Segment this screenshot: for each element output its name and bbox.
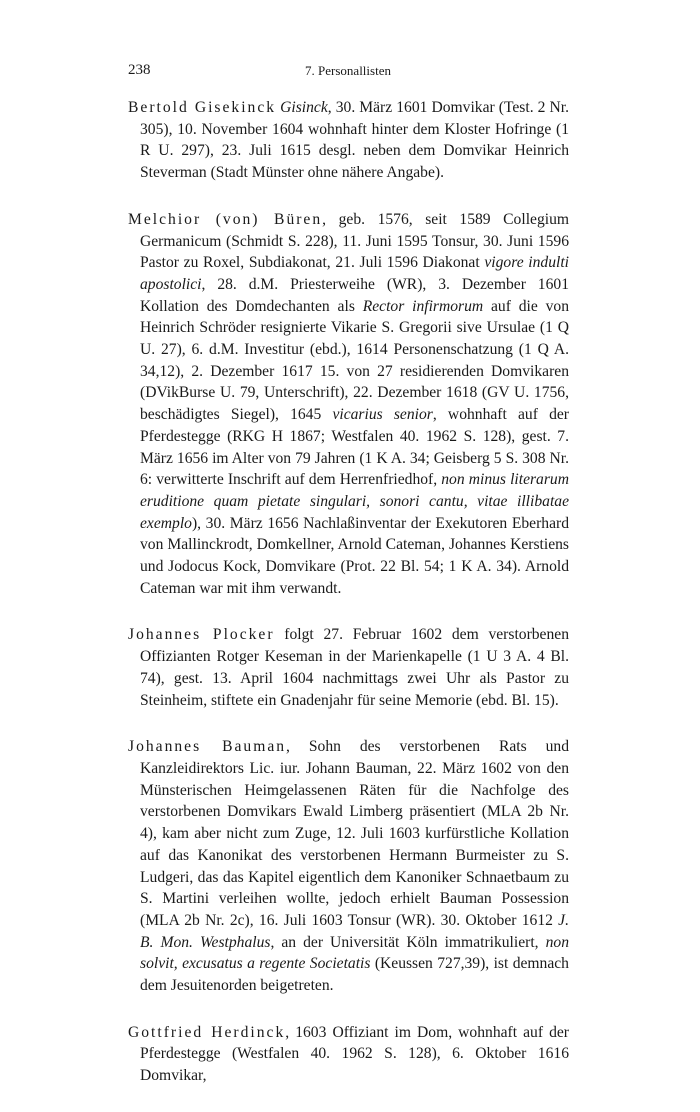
entry-text: (Keussen 727,39), ist demnach dem Jesuitenorden beigetreten. [140, 955, 569, 995]
latin-phrase: non solvit, excusatus a regente Societatis [140, 933, 569, 973]
entry-text: , wohnhaft auf der Pferdestegge (RKG H 1867; Westfalen 40. 1962 S. 128), gest. 7. März 1656 im Alter von 79 Jahren (1 K A. 34; Geisberg 5 S. 308 Nr. 6: verwitterte Inschrift auf dem Herrenfriedhof, [140, 406, 569, 489]
entry-list [128, 97, 569, 1112]
entry-text: , geb. 1576, seit 1589 Collegium Germanicum (Schmidt S. 228), 11. Juni 1595 Tonsur, 30. Juni 1596 Pastor zu Roxel, Subdiakonat, 21. Juli 1596 Diakonat [140, 210, 569, 272]
page-number: 238 [128, 62, 151, 78]
entry-bauman [128, 736, 569, 996]
running-head: 7. Personallisten [305, 63, 391, 78]
entry-text: , an der Universität Köln immatrikuliert, [270, 933, 546, 951]
entry-text: , Sohn des verstorbenen Rats und Kanzleidirektors Lic. iur. Johann Bauman, 22. März 1602 von den Münsterischen Heimgelassenen Räten für die Nachfolge des verstorbenen Domvikars Ewald Limberg präsentiert (MLA 2b Nr. 4), kam aber nicht zum Zuge, 12. Juli 1603 kurfürstliche Kollation auf das Kanonikat des verstorbenen Hermann Burmeister zu S. Ludgeri, das das Kapitel eigentlich dem Kanoniker Schnaetbaum zu S. Martini verleihen wollte, jedoch erhielt Bauman Possession (MLA 2b Nr. 2c), 16. Juli 1603 Tonsur (WR). 30. Oktober 1612 [140, 738, 569, 929]
entry-plocker [128, 624, 569, 711]
entry-name: Melchior (von) Büren [128, 210, 323, 228]
entry-bueren [128, 209, 569, 600]
entry-herdinck [128, 1022, 569, 1087]
entry-name: Bertold Gisekinck [128, 99, 277, 116]
entry-name: Johannes Plocker [128, 626, 275, 644]
entry-name: Gottfried Herdinck [128, 1023, 286, 1041]
entry-text: , 28. d.M. Priesterweihe (WR), 3. Dezember 1601 Kollation des Domdechanten als [140, 275, 569, 315]
latin-inscription: non minus literarum eruditione quam pietate singulari, sonori cantu, vitae illibatae exemplo [140, 471, 569, 532]
entry-name: Johannes Bauman [128, 738, 287, 756]
page-header [128, 62, 568, 82]
entry-text: auf die von Heinrich Schröder resignierte Vikarie S. Gregorii sive Ursulae (1 Q U. 27), 6. d.M. Investitur (ebd.), 1614 Personenschatzung (1 Q A. 34,12), 2. Dezember 1617 15. von 27 residierenden Domvikaren (DVikBurse U. 79, Unterschrift), 22. Dezember 1618 (GV U. 1756, beschädigtes Siegel), 1645 [140, 297, 570, 424]
entry-text: ), 30. März 1656 Nachlaßinventar der Exekutoren Eberhard von Mallinckrodt, Domkellner, Arnold Cateman, Johannes Kerstiens und Jodocus Kock, Domvikare (Prot. 22 Bl. 54; 1 K A. 34). Arnold Cateman war mit ihm verwandt. [140, 514, 569, 597]
entry-gisekinck [128, 97, 569, 184]
entry-text: , 1603 Offiziant im Dom, wohnhaft auf der Pferdestegge (Westfalen 40. 1962 S. 128), 6. Oktober 1616 Domvikar, [140, 1023, 569, 1085]
name-variant: Gisinck [280, 99, 328, 116]
entry-text: , 30. März 1601 Domvikar (Test. 2 Nr. 305), 10. November 1604 wohnhaft hinter dem Kloster Hofringe (1 R U. 297), 23. Juli 1615 desgl. neben dem Domvikar Heinrich Steverman (Stadt Münster ohne nähere Angabe). [140, 99, 569, 182]
latin-phrase: vigore indulti apostolici [140, 254, 569, 293]
latin-phrase: Rector infirmorum [362, 297, 484, 315]
entry-text: folgt 27. Februar 1602 dem verstorbenen Offizianten Rotger Keseman in der Marienkapelle (1 U 3 A. 4 Bl. 74), gest. 13. April 1604 nachmittags zwei Uhr als Pastor zu Steinheim, stiftete ein Gnadenjahr für seine Memorie (ebd. Bl. 15). [140, 626, 569, 709]
latin-phrase: vicarius senior [332, 406, 433, 424]
latin-phrase: J. B. Mon. Westphalus [140, 911, 569, 951]
